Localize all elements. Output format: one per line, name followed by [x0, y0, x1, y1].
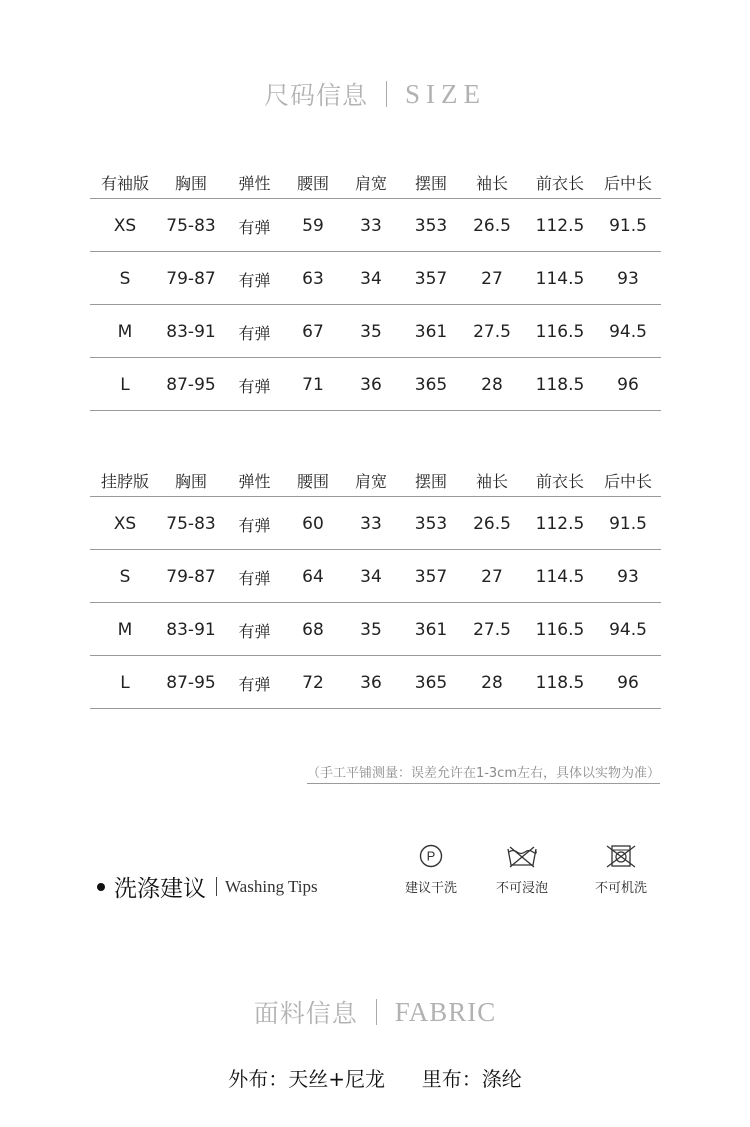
- table-cell: 361: [403, 305, 459, 358]
- size-section-title: [0, 76, 750, 112]
- fabric-section-title: [0, 994, 750, 1030]
- header-cell: 前衣长: [525, 464, 595, 497]
- header-cell: 弹性: [222, 166, 287, 199]
- table-header-row: [90, 166, 661, 199]
- care-item-dry-clean: [391, 843, 471, 896]
- header-cell: 挂脖版: [90, 464, 160, 497]
- table-cell: S: [90, 550, 160, 603]
- care-label: 不可浸泡: [495, 881, 548, 896]
- table-row: [90, 358, 661, 411]
- header-cell: 有袖版: [90, 166, 160, 199]
- table-header-row: [90, 464, 661, 497]
- table-cell: 116.5: [525, 305, 595, 358]
- table-row: [90, 305, 661, 358]
- table-cell: M: [90, 305, 160, 358]
- table-cell: S: [90, 252, 160, 305]
- dry-clean-p-icon: [418, 843, 444, 869]
- table-cell: 有弹: [222, 550, 287, 603]
- washing-title-cn: 洗涤建议: [114, 876, 206, 902]
- table-cell: 27.5: [459, 603, 525, 656]
- table-cell: 63: [287, 252, 339, 305]
- table-cell: L: [90, 358, 160, 411]
- table-cell: 26.5: [459, 497, 525, 550]
- header-cell: 摆围: [403, 464, 459, 497]
- header-cell: 肩宽: [339, 166, 403, 199]
- table-cell: 72: [287, 656, 339, 709]
- table-row: [90, 656, 661, 709]
- header-cell: 胸围: [160, 166, 222, 199]
- table-cell: 91.5: [595, 497, 661, 550]
- table-cell: 96: [595, 656, 661, 709]
- header-cell: 袖长: [459, 166, 525, 199]
- header-cell: 腰围: [287, 166, 339, 199]
- table-cell: 83-91: [160, 305, 222, 358]
- no-soak-icon: [505, 843, 539, 869]
- table-cell: 33: [339, 199, 403, 252]
- table-cell: L: [90, 656, 160, 709]
- washing-title-en: Washing Tips: [225, 876, 318, 896]
- table-cell: 118.5: [525, 358, 595, 411]
- table-cell: 28: [459, 656, 525, 709]
- size-title-cn: 尺码信息: [263, 81, 368, 110]
- table-cell: 96: [595, 358, 661, 411]
- table-cell: 27: [459, 252, 525, 305]
- table-cell: 有弹: [222, 603, 287, 656]
- table-cell: 26.5: [459, 199, 525, 252]
- table-cell: 36: [339, 358, 403, 411]
- table-row: [90, 252, 661, 305]
- table-cell: 有弹: [222, 305, 287, 358]
- care-item-no-machine-wash: [581, 843, 661, 896]
- table-cell: 36: [339, 656, 403, 709]
- table-cell: 75-83: [160, 199, 222, 252]
- table-row: [90, 550, 661, 603]
- table-cell: 116.5: [525, 603, 595, 656]
- table-cell: 35: [339, 603, 403, 656]
- table-cell: M: [90, 603, 160, 656]
- table-cell: 有弹: [222, 497, 287, 550]
- table-cell: 93: [595, 252, 661, 305]
- table-cell: 357: [403, 550, 459, 603]
- outer-fabric: 外布：天丝+尼龙: [228, 1067, 386, 1091]
- fabric-title-en: FABRIC: [394, 996, 497, 1027]
- table-cell: XS: [90, 497, 160, 550]
- size-table-halter: [90, 464, 661, 709]
- table-cell: 353: [403, 497, 459, 550]
- table-cell: 75-83: [160, 497, 222, 550]
- care-item-no-soak: [482, 843, 562, 896]
- table-cell: 83-91: [160, 603, 222, 656]
- size-table-sleeve: [90, 166, 661, 411]
- title-divider: [376, 999, 377, 1025]
- table-cell: 59: [287, 199, 339, 252]
- header-cell: 后中长: [595, 166, 661, 199]
- title-divider: [386, 81, 387, 107]
- table-cell: 112.5: [525, 199, 595, 252]
- table-cell: XS: [90, 199, 160, 252]
- table-cell: 28: [459, 358, 525, 411]
- table-cell: 79-87: [160, 550, 222, 603]
- table-cell: 365: [403, 656, 459, 709]
- no-machine-wash-icon: [604, 843, 638, 869]
- material-info: [0, 1063, 750, 1092]
- size-title-en: SIZE: [405, 78, 486, 109]
- table-cell: 91.5: [595, 199, 661, 252]
- table-row: [90, 497, 661, 550]
- table-cell: 67: [287, 305, 339, 358]
- care-label: 建议干洗: [404, 881, 457, 896]
- washing-divider: [216, 877, 217, 896]
- header-cell: 肩宽: [339, 464, 403, 497]
- table-cell: 357: [403, 252, 459, 305]
- table-cell: 27.5: [459, 305, 525, 358]
- header-cell: 胸围: [160, 464, 222, 497]
- table-cell: 71: [287, 358, 339, 411]
- table-row: [90, 199, 661, 252]
- header-cell: 后中长: [595, 464, 661, 497]
- table-row: [90, 603, 661, 656]
- table-cell: 64: [287, 550, 339, 603]
- table-cell: 有弹: [222, 358, 287, 411]
- table-cell: 361: [403, 603, 459, 656]
- table-cell: 87-95: [160, 656, 222, 709]
- table-cell: 有弹: [222, 656, 287, 709]
- table-cell: 79-87: [160, 252, 222, 305]
- table-cell: 114.5: [525, 550, 595, 603]
- header-cell: 弹性: [222, 464, 287, 497]
- table-cell: 35: [339, 305, 403, 358]
- table-cell: 有弹: [222, 252, 287, 305]
- measurement-note: （手工平铺测量：误差允许在1-3cm左右，具体以实物为准）: [307, 762, 660, 784]
- table-cell: 114.5: [525, 252, 595, 305]
- header-cell: 前衣长: [525, 166, 595, 199]
- table-cell: 353: [403, 199, 459, 252]
- table-cell: 87-95: [160, 358, 222, 411]
- table-cell: 33: [339, 497, 403, 550]
- table-cell: 有弹: [222, 199, 287, 252]
- table-cell: 34: [339, 252, 403, 305]
- table-cell: 60: [287, 497, 339, 550]
- svg-text:P: P: [426, 848, 436, 864]
- table-cell: 27: [459, 550, 525, 603]
- bullet-dot: [97, 883, 105, 891]
- header-cell: 摆围: [403, 166, 459, 199]
- table-cell: 34: [339, 550, 403, 603]
- table-cell: 94.5: [595, 603, 661, 656]
- table-cell: 118.5: [525, 656, 595, 709]
- table-cell: 112.5: [525, 497, 595, 550]
- lining-fabric: 里布：涤纶: [421, 1067, 522, 1091]
- table-cell: 68: [287, 603, 339, 656]
- table-cell: 94.5: [595, 305, 661, 358]
- washing-tips-heading: [97, 870, 318, 903]
- care-label: 不可机洗: [594, 881, 647, 896]
- table-cell: 93: [595, 550, 661, 603]
- header-cell: 袖长: [459, 464, 525, 497]
- fabric-title-cn: 面料信息: [253, 999, 358, 1028]
- table-cell: 365: [403, 358, 459, 411]
- header-cell: 腰围: [287, 464, 339, 497]
